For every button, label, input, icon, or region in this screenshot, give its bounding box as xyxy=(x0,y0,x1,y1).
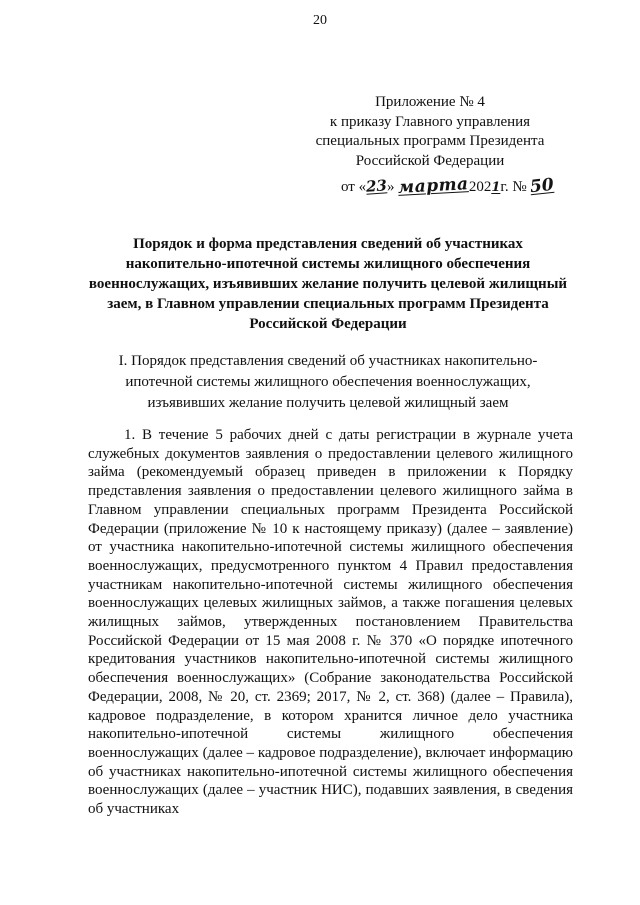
quote-open: « xyxy=(358,179,367,195)
title-line-2: накопительно-ипотечной системы жилищного обеспечения xyxy=(125,256,531,272)
order-from-label: от xyxy=(341,179,355,195)
handwritten-order-number: 50 xyxy=(529,174,556,198)
appendix-line-1: Приложение № 4 xyxy=(375,94,485,110)
appendix-line-2: к приказу Главного управления xyxy=(329,113,531,130)
handwritten-day: 23 xyxy=(365,176,388,196)
appendix-header xyxy=(300,93,560,171)
title-line-1: Порядок и форма представления сведений об участниках xyxy=(133,236,523,252)
page-number: 20 xyxy=(313,13,327,28)
handwritten-year: 1 xyxy=(491,180,501,195)
order-number-label: № xyxy=(512,179,527,195)
section-line-2: ипотечной системы жилищного обеспечения военнослужащих, xyxy=(125,374,531,390)
appendix-line-4: Российской Федерации xyxy=(355,152,505,169)
section-line-1: I. Порядок представления сведений об участниках накопительно- xyxy=(118,353,538,369)
quote-close: » xyxy=(386,179,395,195)
title-line-3: военнослужащих, изъявивших желание получить целевой жилищный xyxy=(88,276,568,292)
section-heading xyxy=(88,351,568,414)
paragraph-1: 1. В течение 5 рабочих дней с даты регистрации в журнале учета служебных документов заявления о предоставлении целевого жилищного займа (рекомендуемый образец приведен в приложении к Порядку представления заявления о предоставлении целевого жилищного займа в Главном управлении специальных программ Президента Российской Федерации (приложение № 10 к настоящему приказу) (далее – заявление) от участника накопительно-ипотечной системы жилищного обеспечения военнослужащих, предусмотренного пунктом 4 Правил предоставления участникам накопительно-ипотечной системы жилищного обеспечения военнослужащих целевых жилищных займов, а также погашения целевых жилищных займов, утвержденных постановлением Правительства Российской Федерации от 15 мая 2008 г. № 370 «О порядке ипотечного кредитования участников накопительно-ипотечной системы жилищного обеспечения военнослужащих» (Собрание законодательства Российской Федерации, 2008, № 20, ст. 2369; 2017, № 2, ст. 368) (далее – Правила), кадровое подразделение, в котором хранится личное дело участника накопительно-ипотечной системы жилищного обеспечения военнослужащих (далее – кадровое подразделение), включает информацию об участниках накопительно-ипотечной системы жилищного обеспечения военнослужащих (далее – участник НИС), подавших заявления, в сведения об участниках xyxy=(88,427,573,818)
handwritten-month: марта xyxy=(397,174,470,198)
year-suffix: г. xyxy=(500,179,509,195)
year-printed: 202 xyxy=(468,179,492,195)
title-line-5: Российской Федерации xyxy=(249,316,407,332)
order-date-number xyxy=(341,176,571,196)
section-line-3: изъявивших желание получить целевой жилищный заем xyxy=(147,395,509,411)
appendix-line-3: специальных программ Президента xyxy=(315,133,545,149)
title-line-4: заем, в Главном управлении специальных программ Президента xyxy=(107,296,549,312)
document-title xyxy=(80,234,576,334)
